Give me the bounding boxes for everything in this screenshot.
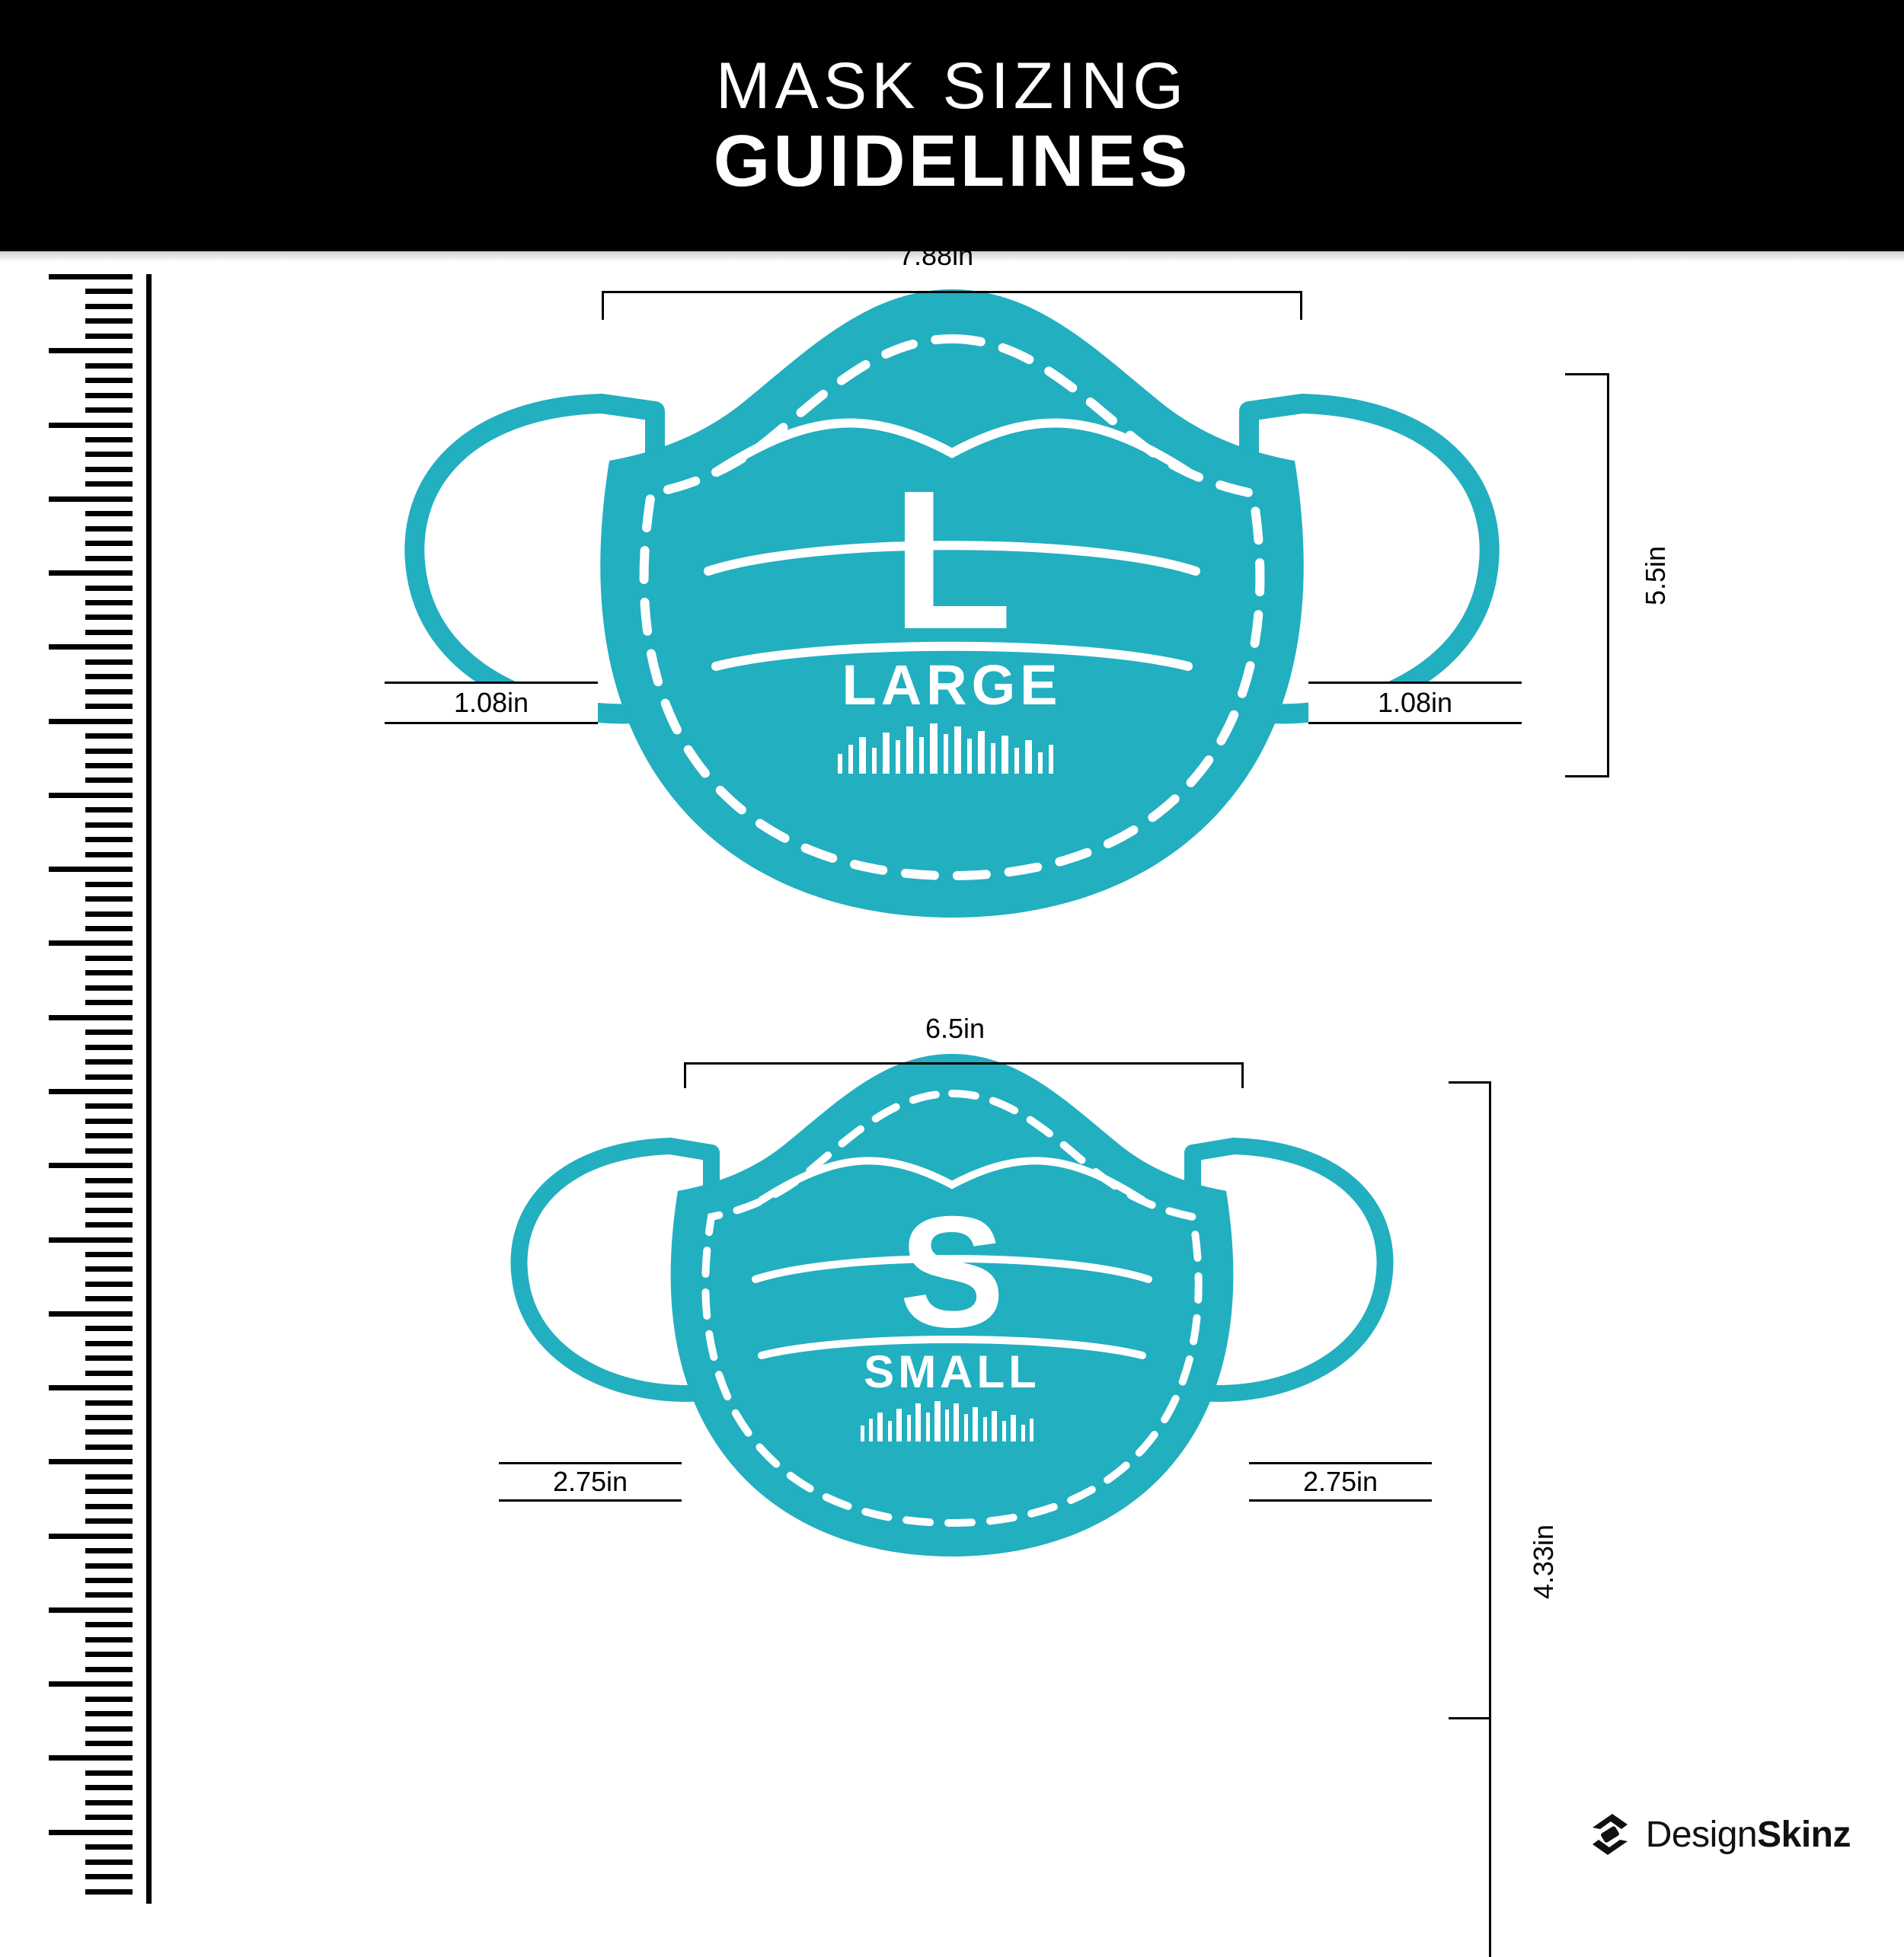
svg-text:LARGE: LARGE [842,653,1062,717]
small-height-dimension-tick-top [1449,1081,1491,1084]
large-ear-left-label: 1.08in [453,687,529,718]
small-width-label: 6.5in [925,1013,986,1044]
mask-large-illustration [327,267,1577,937]
small-ear-left-label-plate [499,1462,682,1502]
large-height-dimension-tick-top [1565,373,1609,375]
small-ear-right-label-plate [1249,1462,1432,1502]
large-height-dimension-tick-bottom [1565,775,1609,777]
small-height-dimension-line [1489,1081,1491,1957]
large-height-dimension-line [1607,373,1609,777]
header-title-line-1: MASK SIZING [715,49,1189,123]
large-width-dimension-tick-left [602,291,604,320]
large-ear-left-label-plate [385,682,598,724]
large-width-dimension-line [602,291,1302,293]
header-title-line-2: GUIDELINES [713,120,1191,202]
large-width-dimension-tick-right [1300,291,1302,320]
small-ear-left-label: 2.75in [552,1466,628,1497]
small-width-dimension-tick-left [684,1062,686,1088]
small-height-label: 4.33in [1528,1524,1560,1600]
svg-text:S: S [899,1184,1005,1361]
svg-text:SMALL: SMALL [864,1346,1040,1397]
small-height-dimension-tick-bottom [1449,1717,1491,1719]
large-ear-right-label-plate [1308,682,1522,724]
large-ear-right-label: 1.08in [1377,687,1453,718]
brand-logo-text [1646,1814,1851,1856]
svg-text:L: L [891,450,1013,671]
page-header [0,0,1904,251]
small-ear-right-label: 2.75in [1302,1466,1378,1497]
large-width-label: 7.88in [899,240,974,271]
brand-name-bold: Skinz [1757,1814,1851,1855]
small-width-dimension-tick-right [1241,1062,1244,1088]
brand-name-light: Design [1645,1814,1758,1855]
small-width-dimension-line [684,1062,1244,1065]
brand-logo [1586,1811,1851,1858]
large-height-label: 5.5in [1640,545,1672,606]
diagram-stage [0,240,1904,1904]
designskinz-logo-icon [1586,1811,1634,1858]
